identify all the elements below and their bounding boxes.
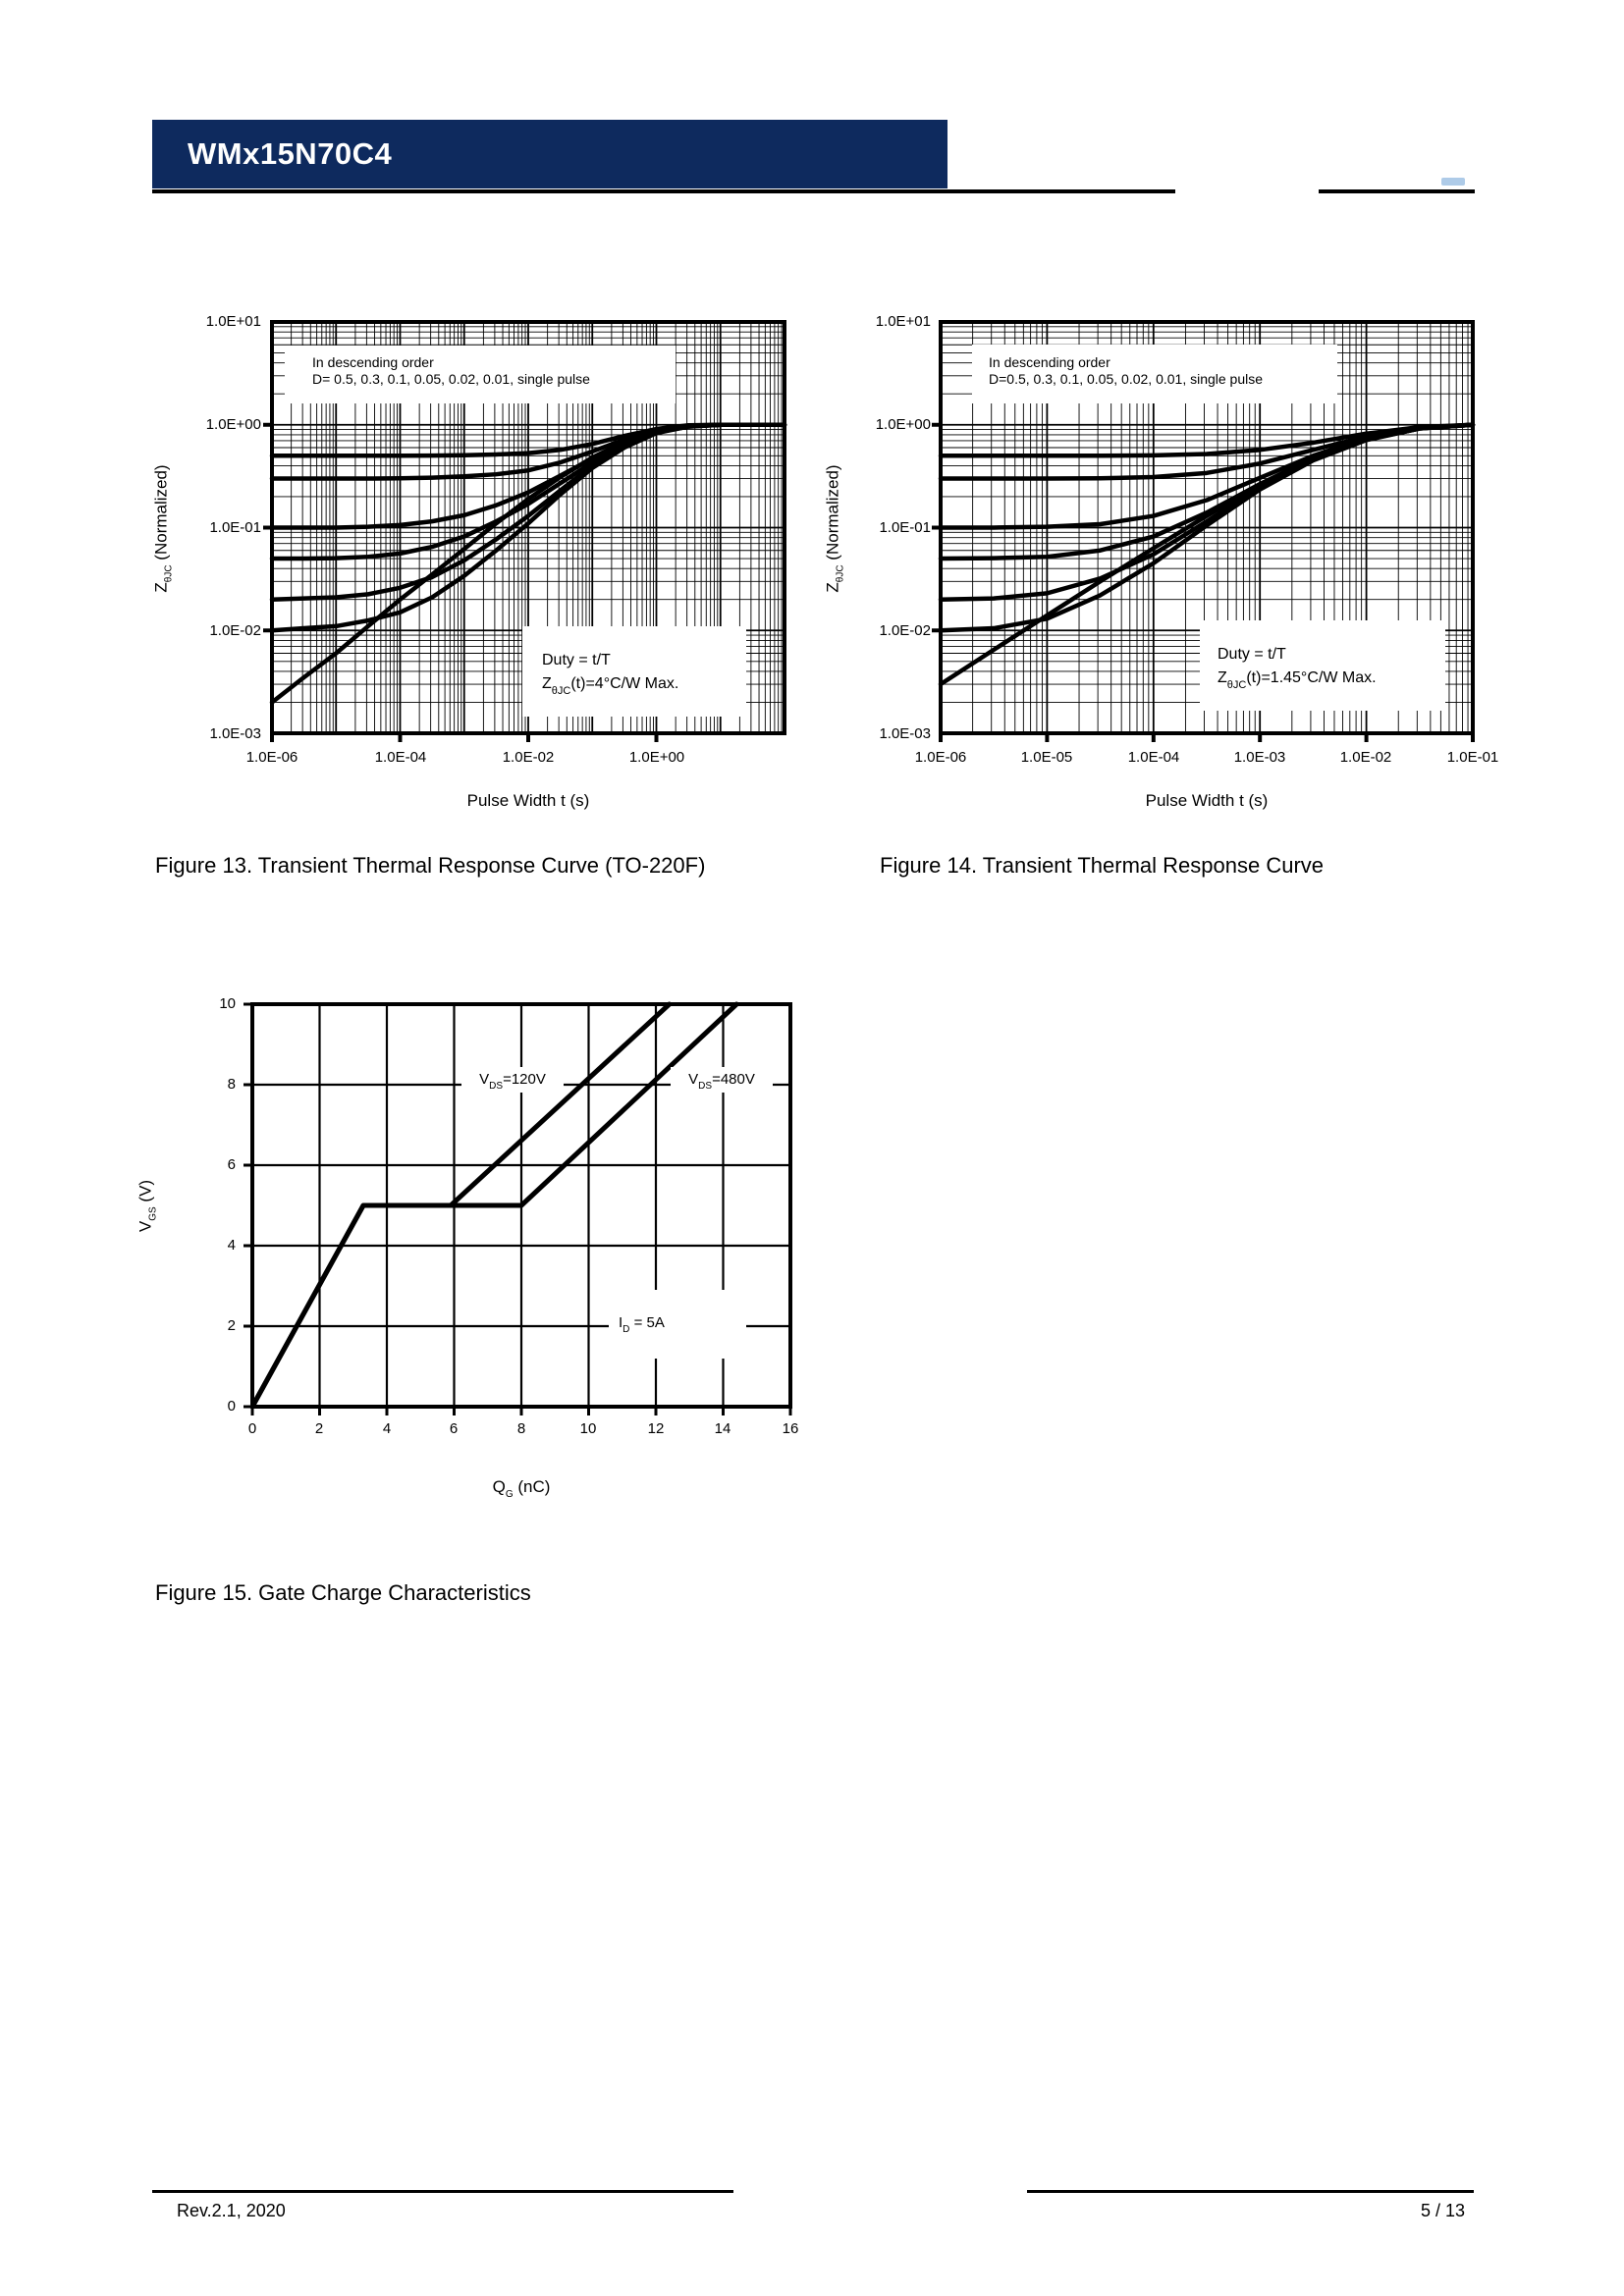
fig13-x-tick: 1.0E-02 — [502, 749, 555, 766]
fig14-y-tick: 1.0E+01 — [875, 313, 931, 330]
fig14-x-axis-title: Pulse Width t (s) — [1145, 791, 1269, 810]
fig15-x-tick: 8 — [516, 1420, 526, 1437]
fig14-legend-line1: In descending order — [989, 354, 1110, 370]
fig13-y-tick: 1.0E-03 — [209, 725, 261, 742]
fig14-annotation-line1: Duty = t/T — [1218, 646, 1286, 663]
fig14-y-tick: 1.0E-01 — [879, 519, 931, 536]
page-title: WMx15N70C4 — [188, 136, 393, 171]
footer-rule-left — [152, 2190, 733, 2193]
fig15-curve-label-120v: $V_{DS}=120V$ — [461, 1067, 564, 1093]
fig13-legend — [285, 346, 676, 403]
fig15-condition-text: $I_D = 5A$ — [619, 1313, 665, 1335]
fig15-y-tick: 8 — [227, 1076, 236, 1093]
fig13-x-tick: 1.0E-06 — [245, 749, 298, 766]
curve-d-0-05 — [941, 425, 1473, 559]
fig14-x-tick: 1.0E-04 — [1127, 749, 1180, 766]
footer-rule-right — [1027, 2190, 1474, 2193]
fig15-x-tick: 14 — [714, 1420, 731, 1437]
fig14-y-axis-title: $Z_{\theta JC}$ (Normalized) — [823, 464, 846, 593]
fig15-y-tick: 6 — [227, 1156, 236, 1173]
fig13-y-tick: 1.0E+01 — [205, 313, 261, 330]
fig15-x-tick: 6 — [449, 1420, 459, 1437]
fig15-gate-charge-chart — [239, 1000, 804, 1422]
fig14-x-tick: 1.0E-05 — [1020, 749, 1073, 766]
fig13-annotation-line2: $Z_{\theta JC}(t)=4^\circ C/W$ Max. — [542, 675, 679, 697]
fig14-y-tick: 1.0E-02 — [879, 622, 931, 639]
fig13-y-tick: 1.0E-02 — [209, 622, 261, 639]
footer-revision: Rev.2.1, 2020 — [177, 2201, 286, 2220]
fig14-x-tick: 1.0E-02 — [1339, 749, 1392, 766]
fig15-x-axis-title: $Q_G$ (nC) — [492, 1477, 551, 1500]
fig13-y-axis-title: $Z_{\theta JC}$ (Normalized) — [151, 464, 175, 593]
fig13-legend-line1: In descending order — [312, 354, 434, 370]
fig15-x-tick: 4 — [382, 1420, 392, 1437]
fig14-y-tick: 1.0E-03 — [879, 725, 931, 742]
fig13-annotation-line1: Duty = t/T — [542, 652, 611, 668]
fig15-caption: Figure 15. Gate Charge Characteristics — [155, 1580, 531, 1605]
fig13-y-tick: 1.0E+00 — [205, 416, 261, 433]
fig15-y-axis-title: $V_{GS}$ (V) — [135, 1179, 159, 1233]
fig13-legend-line2: D= 0.5, 0.3, 0.1, 0.05, 0.02, 0.01, single pulse — [312, 371, 590, 387]
header-rule-right — [1319, 189, 1475, 193]
fig14-legend — [972, 345, 1337, 403]
fig15-y-tick: 4 — [227, 1237, 236, 1254]
fig13-caption: Figure 13. Transient Thermal Response Curve (TO-220F) — [155, 853, 706, 878]
header-bar — [152, 120, 947, 188]
fig15-y-tick: 10 — [219, 995, 236, 1012]
fig15-x-tick: 10 — [579, 1420, 597, 1437]
fig13-annotation — [522, 626, 746, 717]
fig15-x-tick: 12 — [647, 1420, 665, 1437]
footer-page-number: 5 / 13 — [1420, 2201, 1465, 2220]
fig14-x-tick: 1.0E-03 — [1233, 749, 1286, 766]
fig13-x-tick: 1.0E+00 — [628, 749, 685, 766]
fig14-caption: Figure 14. Transient Thermal Response Curve — [880, 853, 1325, 878]
page-corner-artifact — [1441, 178, 1465, 186]
fig15-x-tick: 2 — [314, 1420, 324, 1437]
fig14-x-tick: 1.0E-06 — [914, 749, 967, 766]
fig15-y-tick: 0 — [227, 1398, 236, 1415]
fig14-legend-line2: D=0.5, 0.3, 0.1, 0.05, 0.02, 0.01, single pulse — [989, 371, 1264, 387]
fig14-annotation-line2: $Z_{\theta JC}(t)=1.45^\circ C/W$ Max. — [1218, 669, 1377, 691]
fig14-y-tick: 1.0E+00 — [875, 416, 931, 433]
fig15-curve-label-480v: $V_{DS}=480V$ — [671, 1067, 773, 1093]
fig14-annotation — [1200, 620, 1445, 711]
fig15-condition-label — [609, 1290, 746, 1359]
header-rule-left — [152, 189, 1175, 193]
fig15-x-tick: 16 — [782, 1420, 799, 1437]
fig13-y-tick: 1.0E-01 — [209, 519, 261, 536]
fig13-x-axis-title: Pulse Width t (s) — [466, 791, 590, 810]
fig14-x-tick: 1.0E-01 — [1446, 749, 1499, 766]
fig15-x-tick: 0 — [247, 1420, 257, 1437]
fig13-x-tick: 1.0E-04 — [374, 749, 427, 766]
fig15-y-tick: 2 — [227, 1317, 236, 1334]
